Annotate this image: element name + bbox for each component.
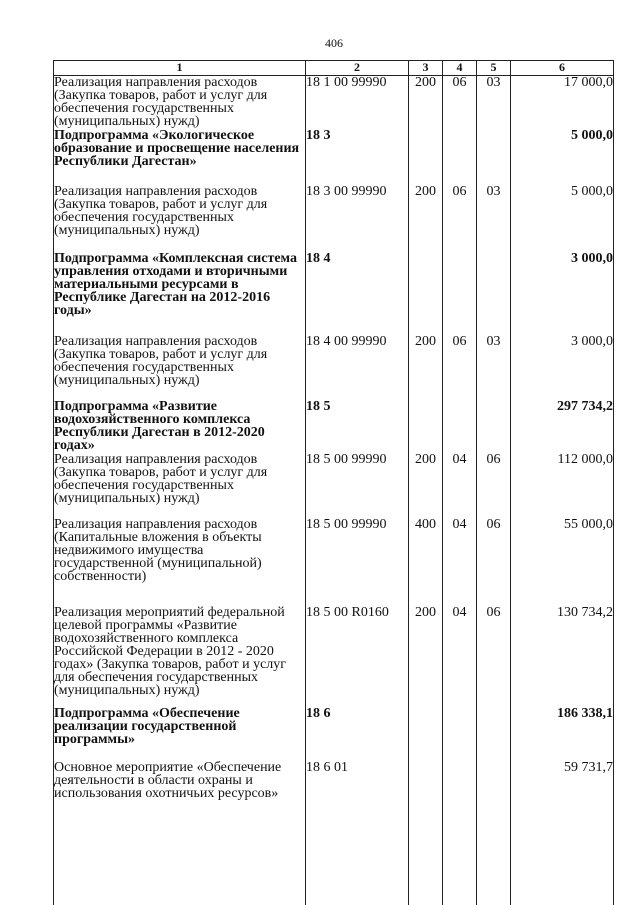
row-col-3: 200 — [409, 453, 443, 518]
row-name: Подпрограмма «Комплексная система управления отходами и вторичными материальными ресурсами в Республике Дагестан на 2012-2016 годы» — [54, 252, 306, 335]
row-col-3 — [409, 129, 443, 184]
row-col-4: 06 — [443, 185, 477, 252]
row-name: Подпрограмма «Обеспечение реализации государственной программы» — [54, 707, 306, 761]
row-col-3: 200 — [409, 76, 443, 130]
header-row — [54, 61, 614, 76]
row-code: 18 3 00 99990 — [306, 185, 409, 252]
row-name: Реализация мероприятий федеральной целевой программы «Развитие водохозяйственного комплекса Российской Федерации в 2012 - 2020 годах» (Закупка товаров, работ и услуг для обеспечения государственных (муниципальных) нужд) — [54, 606, 306, 707]
row-col-5: 03 — [477, 335, 511, 400]
row-col-5 — [477, 400, 511, 453]
page-number: 406 — [325, 36, 343, 50]
row-amount: 297 734,2 — [511, 400, 614, 453]
row-amount: 5 000,0 — [511, 129, 614, 184]
row-name: Подпрограмма «Развитие водохозяйственного комплекса Республики Дагестан в 2012-2020 годах» — [54, 400, 306, 453]
row-col-5: 06 — [477, 518, 511, 606]
row-amount: 186 338,1 — [511, 707, 614, 761]
row-amount: 17 000,0 — [511, 76, 614, 130]
row-col-3 — [409, 400, 443, 453]
table-row — [54, 400, 614, 453]
row-amount: 5 000,0 — [511, 185, 614, 252]
row-name: Реализация направления расходов (Закупка товаров, работ и услуг для обеспечения государственных (муниципальных) нужд) — [54, 76, 306, 130]
row-amount: 3 000,0 — [511, 252, 614, 335]
row-code: 18 4 00 99990 — [306, 335, 409, 400]
row-amount: 59 731,7 — [511, 761, 614, 905]
row-col-3: 200 — [409, 606, 443, 707]
row-col-3 — [409, 761, 443, 905]
row-col-4 — [443, 400, 477, 453]
row-col-4 — [443, 129, 477, 184]
row-col-5 — [477, 252, 511, 335]
row-col-4: 06 — [443, 76, 477, 130]
row-code: 18 6 01 — [306, 761, 409, 905]
row-name: Основное мероприятие «Обеспечение деятельности в области охраны и использования охотничьих ресурсов» — [54, 761, 306, 905]
row-col-5 — [477, 761, 511, 905]
row-col-5: 03 — [477, 76, 511, 130]
row-col-4 — [443, 761, 477, 905]
header-col-5: 5 — [477, 61, 511, 76]
row-amount: 55 000,0 — [511, 518, 614, 606]
row-col-4 — [443, 252, 477, 335]
row-code: 18 6 — [306, 707, 409, 761]
row-code: 18 5 — [306, 400, 409, 453]
row-col-3 — [409, 707, 443, 761]
table-row — [54, 453, 614, 518]
header-col-6: 6 — [511, 61, 614, 76]
row-name: Подпрограмма «Экологическое образование и просвещение населения Республики Дагестан» — [54, 129, 306, 184]
row-col-3: 200 — [409, 185, 443, 252]
header-col-3: 3 — [409, 61, 443, 76]
row-amount: 3 000,0 — [511, 335, 614, 400]
row-col-4: 04 — [443, 518, 477, 606]
row-amount: 112 000,0 — [511, 453, 614, 518]
table-row — [54, 76, 614, 130]
row-code: 18 1 00 99990 — [306, 76, 409, 130]
row-col-4: 04 — [443, 606, 477, 707]
table-row — [54, 518, 614, 606]
row-col-5: 03 — [477, 185, 511, 252]
row-col-4: 04 — [443, 453, 477, 518]
budget-table — [53, 60, 614, 905]
table-row — [54, 707, 614, 761]
header-col-2: 2 — [306, 61, 409, 76]
row-name: Реализация направления расходов (Капитальные вложения в объекты недвижимого имущества государственной (муниципальной) собственности) — [54, 518, 306, 606]
row-col-4: 06 — [443, 335, 477, 400]
row-amount: 130 734,2 — [511, 606, 614, 707]
row-col-5: 06 — [477, 453, 511, 518]
row-name: Реализация направления расходов (Закупка товаров, работ и услуг для обеспечения государственных (муниципальных) нужд) — [54, 185, 306, 252]
row-col-3 — [409, 252, 443, 335]
row-code: 18 5 00 99990 — [306, 453, 409, 518]
row-name: Реализация направления расходов (Закупка товаров, работ и услуг для обеспечения государственных (муниципальных) нужд) — [54, 453, 306, 518]
row-col-4 — [443, 707, 477, 761]
row-name: Реализация направления расходов (Закупка товаров, работ и услуг для обеспечения государственных (муниципальных) нужд) — [54, 335, 306, 400]
row-col-5 — [477, 129, 511, 184]
row-code: 18 5 00 99990 — [306, 518, 409, 606]
table-row — [54, 129, 614, 184]
table-row — [54, 761, 614, 905]
row-col-3: 200 — [409, 335, 443, 400]
row-col-3: 400 — [409, 518, 443, 606]
table-row — [54, 335, 614, 400]
table-row — [54, 185, 614, 252]
table-row — [54, 606, 614, 707]
table-row — [54, 252, 614, 335]
row-code: 18 3 — [306, 129, 409, 184]
row-code: 18 5 00 R0160 — [306, 606, 409, 707]
row-col-5: 06 — [477, 606, 511, 707]
row-code: 18 4 — [306, 252, 409, 335]
header-col-1: 1 — [54, 61, 306, 76]
header-col-4: 4 — [443, 61, 477, 76]
row-col-5 — [477, 707, 511, 761]
